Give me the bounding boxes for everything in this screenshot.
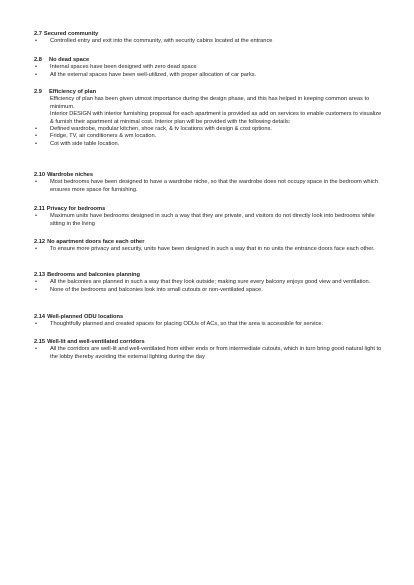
paragraph: Efficiency of plan has been given utmost importance during the design phase, and this has helped in keeping common areas to minimum. <box>50 96 370 110</box>
section-2-10 <box>34 172 386 194</box>
list-item <box>34 321 386 328</box>
section-heading <box>34 172 386 179</box>
section-heading <box>34 206 386 213</box>
section-title: No dead space <box>49 57 90 63</box>
section-2-8 <box>34 57 386 79</box>
section-title: Wardrobe niches <box>47 172 94 178</box>
list-item <box>34 141 386 148</box>
list-item-text: Fridge, TV, air conditioners & wm location. <box>50 133 157 140</box>
list-item-text: Maximum units have bedrooms designed in such a way that they are private, and visitors do not directly look into bedrooms while sitting in the living <box>50 213 375 227</box>
list-item-text: Cot with side table location. <box>50 140 120 147</box>
section-heading <box>34 89 386 96</box>
section-number: 2.8 <box>34 57 42 63</box>
section-2-11 <box>34 206 386 228</box>
list-item-text: All the external spaces have been well-utilized, with proper allocation of car parks. <box>50 71 257 78</box>
list-item <box>34 213 386 228</box>
section-2-12 <box>34 239 386 254</box>
section-title: No apartment doors face each other <box>47 239 145 245</box>
bullet: • <box>35 179 37 186</box>
section-2-9 <box>34 89 386 148</box>
section-title: Secured community <box>43 31 99 37</box>
section-title: Privacy for bedrooms <box>46 206 106 212</box>
bullet: • <box>35 321 37 328</box>
section-number: 2.9 <box>34 89 42 95</box>
list-item <box>34 279 386 286</box>
section-number: 2.11 <box>34 206 45 212</box>
section-heading <box>34 57 386 64</box>
section-number: 2.14 <box>34 314 46 320</box>
bullet: • <box>35 279 37 286</box>
paragraph: Interior DESIGN with interior furnishing proposal for each apartment is provided as add on services to enable customers to visualize & furnish their apartment at minimal cost. Interior plan will be provided with the following details: <box>50 111 382 125</box>
bullet: • <box>35 38 37 45</box>
list-item <box>34 179 386 194</box>
list-item-text: Internal spaces have been designed with zero dead space <box>50 64 197 71</box>
bullet: • <box>35 64 37 71</box>
list-item-text: All the balconies are planned in such a way that they look outside; making sure every balcony enjoys good view and ventilation. <box>50 279 371 286</box>
list-item <box>34 287 386 294</box>
list-item <box>34 38 386 45</box>
section-number: 2.15 <box>34 339 46 345</box>
list-item-text: Defined wardrobe, modular kitchen, shoe rack, & tv locations with design & cost options. <box>50 126 272 133</box>
section-heading <box>34 272 386 279</box>
section-2-14 <box>34 314 386 329</box>
list-item <box>34 126 386 133</box>
list-item-text: Most bedrooms have been designed to have a wardrobe niche, so that the wardrobe does not occupy space in the bedroom which ensures more space for furnishing. <box>50 179 378 193</box>
bullet: • <box>35 346 37 353</box>
section-2-7 <box>34 31 386 46</box>
list-item-text: Controlled entry and exit into the community, with security cabins located at the entrance <box>50 38 273 45</box>
bullet: • <box>35 71 37 78</box>
section-number: 2.13 <box>34 272 46 278</box>
list-item-text: To ensure more privacy and security, units have been designed in such a way that in no units the entrance doors face each other. <box>50 246 375 253</box>
list-item <box>34 246 386 253</box>
list-item <box>34 64 386 71</box>
section-number: 2.7 <box>34 31 42 37</box>
list-item-text: Thoughtfully planned and created spaces for placing ODUs of ACs, so that the area is accessible for service. <box>50 321 324 328</box>
section-title: Well-lit and well-ventilated corridors <box>47 339 145 345</box>
section-title: Efficiency of plan <box>49 89 97 95</box>
bullet: • <box>35 126 37 133</box>
section-number: 2.12 <box>34 239 46 245</box>
bullet: • <box>35 246 37 253</box>
section-2-15 <box>34 339 386 361</box>
section-title: Bedrooms and balconies planning <box>47 272 140 278</box>
list-item <box>34 346 386 361</box>
section-title: Well-planned ODU locations <box>47 314 124 320</box>
list-item <box>34 72 386 79</box>
list-item-text: All the corridors are well-lit and well-ventilated from either ends or from intermediate cutouts, which in turn bring good natural light to the lobby thereby avoiding the external lighting during the day <box>50 346 382 360</box>
bullet: • <box>35 213 37 220</box>
bullet: • <box>35 140 37 147</box>
section-2-13 <box>34 272 386 294</box>
list-item-text: None of the bedrooms and balconies look into small cutouts or non-ventilated space. <box>50 286 263 293</box>
bullet: • <box>35 286 37 293</box>
section-heading <box>34 31 386 38</box>
section-heading <box>34 314 386 321</box>
bullet: • <box>35 133 37 140</box>
list-item <box>34 133 386 140</box>
section-number: 2.10 <box>34 172 46 178</box>
section-heading <box>34 239 386 246</box>
section-heading <box>34 339 386 346</box>
